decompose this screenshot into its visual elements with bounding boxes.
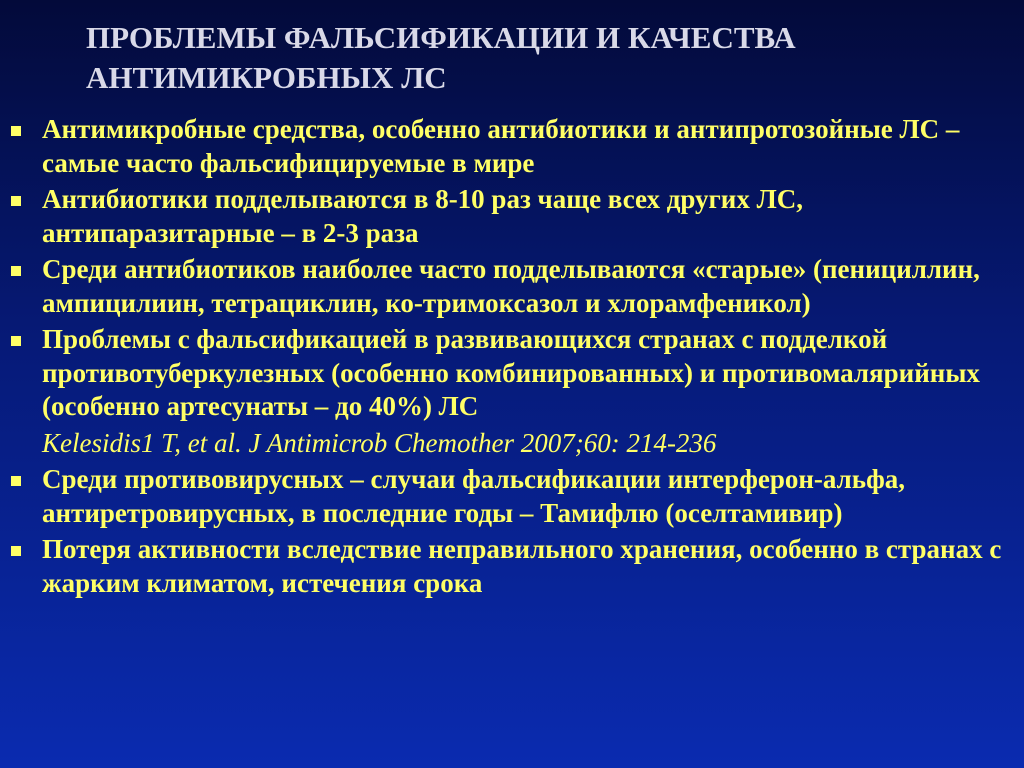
bullet-text: Среди антибиотиков наиболее часто подделываются «старые» (пенициллин, ампицилиин, тетрациклин, ко-тримоксазол и хлорамфеникол) [42, 254, 980, 318]
square-bullet-icon [11, 266, 21, 276]
bullet-item [0, 183, 1024, 250]
bullet-item [0, 323, 1024, 424]
slide-title-line-2: АНТИМИКРОБНЫХ ЛС [86, 60, 447, 95]
square-bullet-icon [11, 336, 21, 346]
bullet-text: Антимикробные средства, особенно антибиотики и антипротозойные ЛС – самые часто фальсифицируемые в мире [42, 114, 960, 178]
bullet-text: Среди противовирусных – случаи фальсификации интерферон-альфа, антиретровирусных, в последние годы – Тамифлю (оселтамивир) [42, 464, 906, 528]
bullet-item [0, 253, 1024, 320]
square-bullet-icon [11, 126, 21, 136]
bullet-list [0, 113, 1024, 603]
slide-title [86, 18, 986, 98]
bullet-text: Антибиотики подделываются в 8-10 раз чаще всех других ЛС, антипаразитарные – в 2-3 раза [42, 184, 803, 248]
bullet-text: Потеря активности вследствие неправильного хранения, особенно в странах с жарким климатом, истечения срока [42, 534, 1002, 598]
square-bullet-icon [11, 476, 21, 486]
bullet-item [0, 463, 1024, 530]
bullet-item [0, 533, 1024, 600]
square-bullet-icon [11, 546, 21, 556]
slide-title-line-1: ПРОБЛЕМЫ ФАЛЬСИФИКАЦИИ И КАЧЕСТВА [86, 20, 796, 55]
bullet-text: Проблемы с фальсификацией в развивающихся странах с подделкой противотуберкулезных (особенно комбинированных) и противомалярийных (особенно артесунаты – до 40%) ЛС [42, 324, 980, 421]
square-bullet-icon [11, 196, 21, 206]
citation: Kelesidis1 T, et al. J Antimicrob Chemother 2007;60: 214-236 [42, 427, 717, 458]
bullet-item [0, 113, 1024, 180]
